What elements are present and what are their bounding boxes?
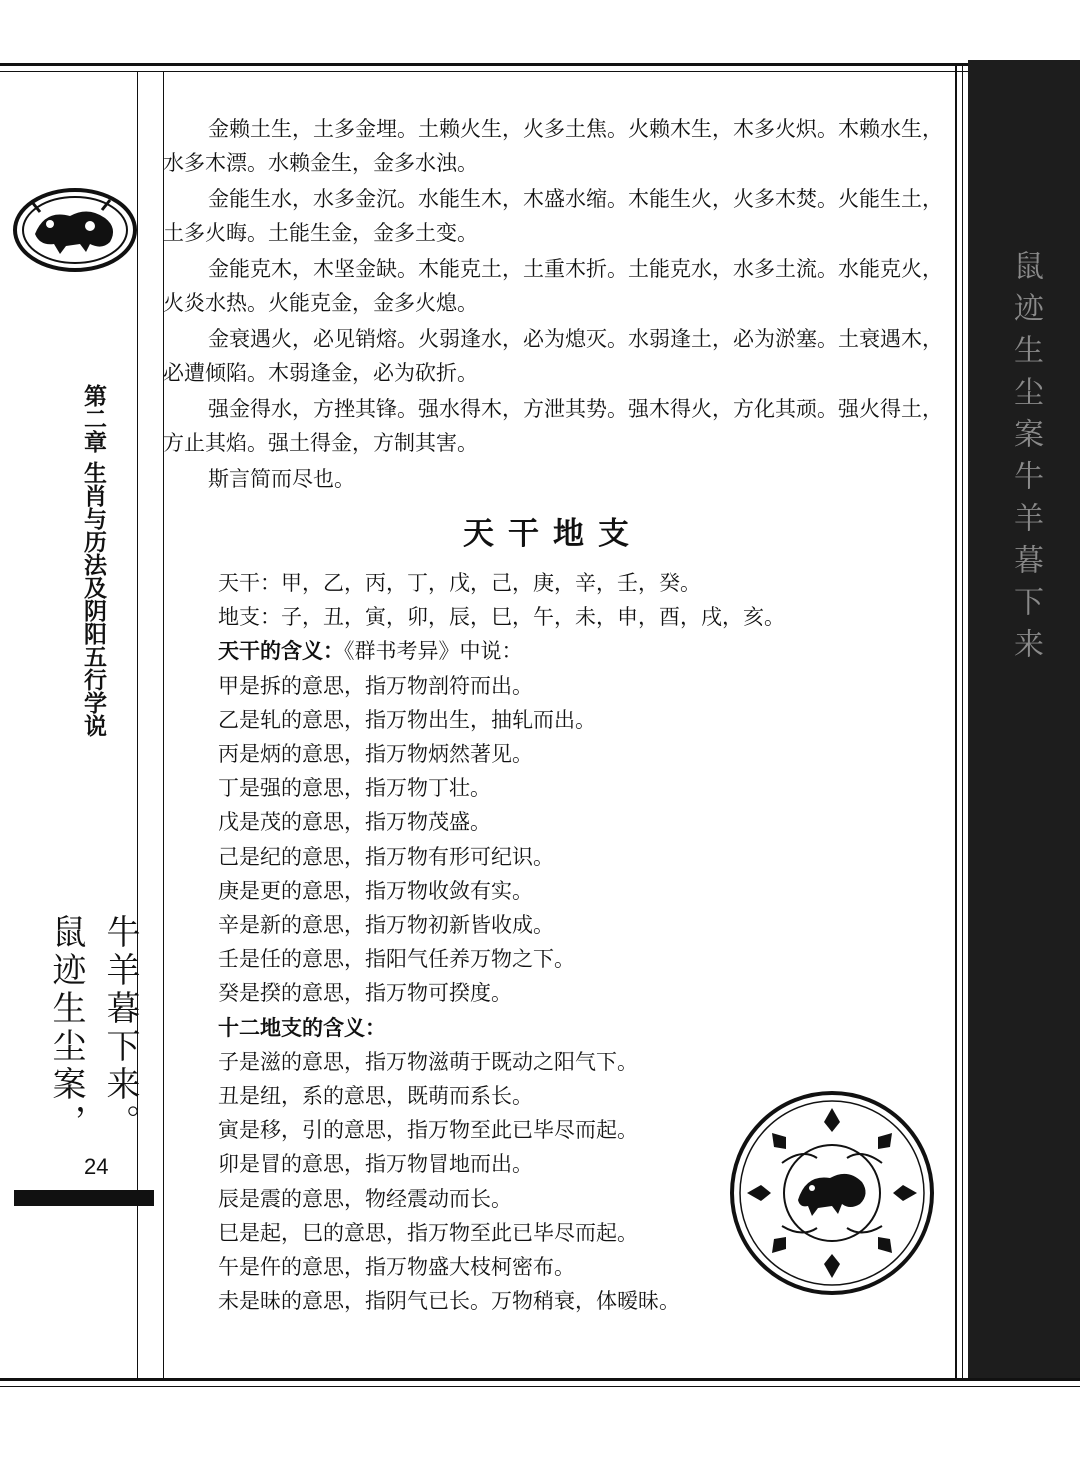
- list-item: 丙是炳的意思，指万物炳然著见。: [218, 742, 533, 767]
- list-item: 壬是任的意思，指阳气任养万物之下。: [218, 947, 575, 972]
- list-item: 未是昧的意思，指阴气已长。万物稍衰，体暧昧。: [218, 1289, 680, 1314]
- list-item: 子是滋的意思，指万物滋萌于既动之阳气下。: [218, 1049, 638, 1074]
- poem-line-2: 鼠迹生尘案，: [46, 914, 86, 1142]
- list-item: 癸是揆的意思，指万物可揆度。: [218, 981, 512, 1006]
- top-border-rule: [0, 63, 968, 66]
- stems-meaning-source: 《群书考异》中说：: [344, 639, 523, 664]
- paragraph: 斯言简而尽也。: [208, 467, 355, 491]
- paragraph: 金能生水，水多金沉。水能生木，木盛水缩。木能生火，火多木焚。火能生土，土多火晦。土能生金，金多土变。: [163, 187, 943, 245]
- bottom-border-rule-thin: [0, 1386, 1080, 1387]
- page-number: 24: [84, 1154, 109, 1179]
- list-item: 辰是震的意思，物经震动而长。: [218, 1186, 512, 1211]
- list-item: 甲是拆的意思，指万物剖符而出。: [218, 673, 533, 698]
- paragraph: 金能克木，木坚金缺。木能克土，土重木折。土能克水，水多土流。水能克火，火炎水热。火能克金，金多火熄。: [163, 257, 943, 315]
- list-item: 巳是起，巳的意思，指万物至此已毕尽而起。: [218, 1220, 638, 1245]
- list-item: 丁是强的意思，指万物丁壮。: [218, 776, 491, 801]
- right-border-rule-2: [962, 63, 963, 1378]
- list-item: 丑是纽，系的意思，既萌而系长。: [218, 1084, 533, 1109]
- list-item: 卯是冒的意思，指万物冒地而出。: [218, 1152, 533, 1177]
- branches-meaning-heading: 十二地支的含义：: [218, 1014, 386, 1040]
- list-item: 辛是新的意思，指万物初新皆收成。: [218, 913, 554, 938]
- earthly-branches-line: 地支：子，丑，寅，卯，辰，巳，午，未，申，酉，戌，亥。: [218, 605, 785, 630]
- sidebar: [0, 72, 165, 1384]
- chapter-title: 第二章 生肖与历法及阴阳五行学说: [80, 384, 106, 738]
- list-item: 午是仵的意思，指万物盛大枝柯密布。: [218, 1255, 575, 1280]
- poem-line-1: 牛羊暮下来。: [100, 914, 140, 1142]
- list-item: 己是纪的意思，指万物有形可纪识。: [218, 844, 554, 869]
- zodiac-ox-floral-medallion-icon: [722, 1088, 942, 1298]
- stems-meaning-heading-line: [218, 634, 943, 668]
- section-title: 天干地支: [463, 516, 643, 552]
- stems-meaning-heading: 天干的含义：: [218, 638, 344, 664]
- list-item: 乙是轧的意思，指万物出生，抽轧而出。: [218, 707, 596, 732]
- right-border-rule: [955, 63, 957, 1378]
- list-item: 戊是茂的意思，指万物茂盛。: [218, 810, 491, 835]
- heavenly-stems-line: 天干：甲，乙，丙，丁，戊，己，庚，辛，壬，癸。: [218, 571, 701, 595]
- list-item: 庚是更的意思，指万物收敛有实。: [218, 878, 533, 903]
- paragraph: 金衰遇火，必见销熔。火弱逢水，必为熄灭。水弱逢土，必为淤塞。土衰遇木，必遭倾陷。木弱逢金，必为砍折。: [163, 327, 943, 385]
- calligraphy-text: 鼠迹生尘案牛羊暮下来: [1008, 250, 1043, 670]
- paragraph: 金赖土生，土多金埋。土赖火生，火多土焦。火赖木生，木多火炽。木赖水生，水多木漂。水赖金生，金多水浊。: [163, 117, 943, 175]
- page-number-bar: [14, 1190, 154, 1206]
- list-item: 寅是移，引的意思，指万物至此已毕尽而起。: [218, 1118, 638, 1143]
- paragraph: 强金得水，方挫其锋。强水得木，方泄其势。强木得火，方化其顽。强火得土，方止其焰。强土得金，方制其害。: [163, 397, 943, 455]
- zodiac-ox-papercut-icon: [10, 184, 140, 276]
